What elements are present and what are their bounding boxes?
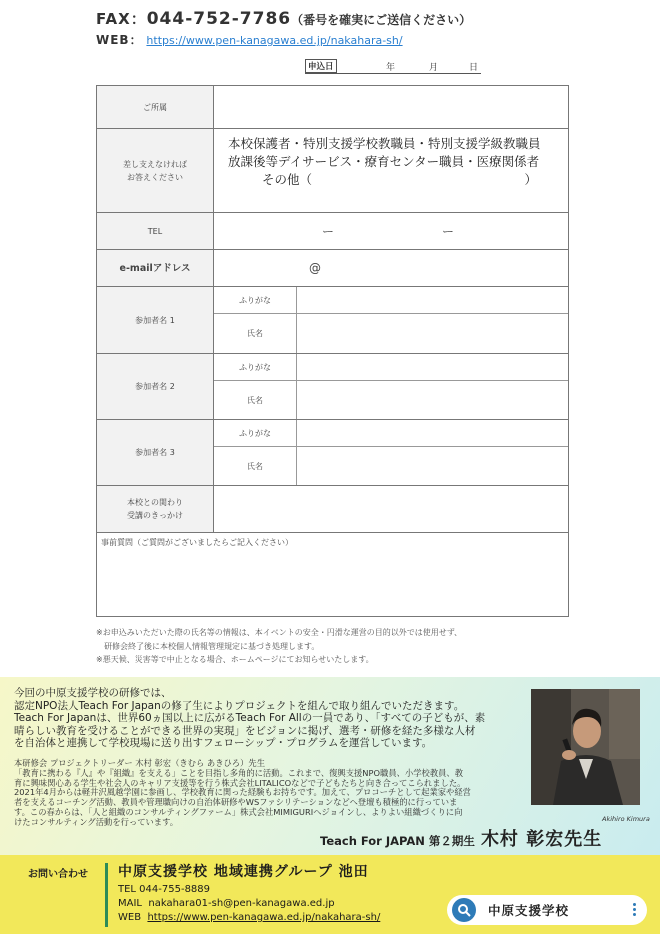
tel-field[interactable] <box>214 213 568 249</box>
speaker-signature <box>320 825 602 851</box>
search-box[interactable] <box>447 895 647 925</box>
participant-3-furigana-field[interactable] <box>214 420 568 447</box>
relation-label <box>97 486 214 532</box>
date-year-unit: 年 <box>386 63 396 73</box>
intro-line: 晴らしい教育を受けることができる世界の実現」をビジョンに掲げ、選考・研修を経た多様な人材 <box>14 724 476 737</box>
speaker-photo <box>531 689 640 805</box>
role-option-2[interactable]: 放課後等デイサービス・療育センター職員・医療関係者 <box>228 154 540 169</box>
intro-line: 今回の中原支援学校の研修では、 <box>14 687 172 699</box>
contact-footer <box>0 855 660 934</box>
name-label: 氏名 <box>214 447 297 485</box>
note-line: ※悪天候、災害等で中止となる場合、ホームページにてお知らせいたします。 <box>96 655 374 664</box>
fax-number: 044-752-7786 <box>146 9 292 29</box>
tel-separator-2: ー <box>442 224 455 239</box>
name-label: 氏名 <box>214 381 297 419</box>
tel-label: TEL <box>97 213 214 249</box>
intro-text <box>14 687 524 750</box>
contact-mail[interactable]: nakahara01-sh@pen-kanagawa.ed.jp <box>148 898 335 909</box>
role-row <box>97 129 568 213</box>
mail-label: MAIL <box>118 898 142 909</box>
contact-mail-line <box>118 898 335 909</box>
web-label: WEB： <box>96 33 143 47</box>
bio-line: 育に興味関心ある学生や社会人のキャリア支援等を行う株式会社LITALICOなどで子どもたちと向き合ってこられました。 <box>14 777 466 788</box>
web-line <box>96 31 471 48</box>
speaker-affiliation: Teach For JAPAN 第２期生 <box>320 834 475 848</box>
intro-line: Teach For Japanは、世界60ヵ国以上に広がるTeach For Allの一員であり、「すべての子どもが、素 <box>14 712 486 724</box>
email-row <box>97 250 568 287</box>
bio-line: 者を支えるコーチング活動、教員や管理職向けの自治体研修やWSファシリテーションなどへ登壇も積極的に行っていま <box>14 797 458 808</box>
note-line: 研修会終了後に本校個人情報管理規定に基づき処理します。 <box>96 641 320 651</box>
relation-field[interactable] <box>214 486 568 532</box>
tel-row <box>97 213 568 250</box>
contact-web-link[interactable]: https://www.pen-kanagawa.ed.jp/nakahara-sh/ <box>147 912 381 923</box>
role-label <box>97 129 214 212</box>
name-label: 氏名 <box>214 314 297 353</box>
participant-row-3 <box>97 420 568 486</box>
photo-caption: Akihiro Kimura <box>602 815 650 823</box>
participant-3-name-field[interactable] <box>214 447 568 485</box>
furigana-label: ふりがな <box>214 420 297 446</box>
bio-line: す。この春からは、「人と組織のコンサルティングファーム」株式会社MIMIGURIへジョインし、よりよい組織づくりに向 <box>14 806 463 817</box>
date-month-unit: 月 <box>429 63 439 73</box>
participant-1-label: 参加者名 1 <box>97 287 214 353</box>
participant-3-label: 参加者名 3 <box>97 420 214 485</box>
question-row[interactable] <box>97 533 568 616</box>
web-link[interactable]: https://www.pen-kanagawa.ed.jp/nakahara-sh/ <box>146 34 403 47</box>
participant-2-furigana-field[interactable] <box>214 354 568 381</box>
bio-text <box>14 759 529 828</box>
web-label: WEB <box>118 912 142 923</box>
application-form <box>96 85 569 617</box>
search-text: 中原支援学校 <box>488 903 570 918</box>
contact-web-line <box>118 912 380 923</box>
intro-line: 認定NPO法人Teach For Japanの修了生によりプロジェクトを組んで取り組んでいただきます。 <box>14 699 465 712</box>
intro-line: を自治体と連携して学校現場に送り出すフェローシップ・プログラムを運営しています。 <box>14 737 433 749</box>
affiliation-row <box>97 86 568 129</box>
bio-line: 本研修会 プロジェクトリーダー 木村 彰宏（きむら あきひろ）先生 <box>14 758 265 768</box>
note-line: ※お申込みいただいた際の氏名等の情報は、本イベントの安全・円滑な運営の目的以外では使用せず、 <box>96 628 463 637</box>
role-options[interactable] <box>214 129 568 212</box>
bio-line: 2021年4月からは軽井沢風越学園に参画し、学校教育に関った経験もお持ちです。加えて、プロコーチとして起業家や経営 <box>14 787 471 798</box>
fax-header <box>96 8 471 48</box>
email-field[interactable] <box>214 250 568 286</box>
furigana-label: ふりがな <box>214 287 297 313</box>
participant-1-furigana-field[interactable] <box>214 287 568 314</box>
intro-band <box>0 677 660 855</box>
participant-2-name-field[interactable] <box>214 381 568 419</box>
participant-row-2 <box>97 354 568 420</box>
role-label-line1: 差し支えなければ <box>123 159 187 169</box>
search-icon <box>452 898 476 922</box>
application-date-row[interactable] <box>305 58 481 74</box>
date-label: 申込日 <box>305 59 337 73</box>
relation-row <box>97 486 568 533</box>
relation-label-line2: 受講のきっかけ <box>127 511 183 520</box>
bio-line: けたコンサルティング活動を行っています。 <box>14 816 179 827</box>
question-label: 事前質問（ご質問がございましたらご記入ください） <box>101 538 293 547</box>
role-label-line2: お答えください <box>127 172 183 182</box>
tel-separator-1: ー <box>322 224 335 239</box>
furigana-label: ふりがな <box>214 354 297 380</box>
affiliation-field[interactable] <box>214 86 568 128</box>
role-option-1[interactable]: 本校保護者・特別支援学校教職員・特別支援学級教職員 <box>228 136 541 151</box>
footer-divider <box>105 863 108 927</box>
contact-tel: TEL 044-755-8889 <box>118 884 211 895</box>
fax-note: （番号を確実にご送信ください） <box>291 13 472 27</box>
participant-2-label: 参加者名 2 <box>97 354 214 419</box>
email-label: e-mailアドレス <box>97 250 214 286</box>
speaker-name: 木村 彰宏先生 <box>480 829 603 850</box>
contact-org: 中原支援学校 地域連携グループ 池田 <box>118 864 369 880</box>
date-day-unit: 日 <box>469 63 479 73</box>
more-options-icon[interactable] <box>633 903 637 918</box>
bio-line: 「教育に携わる『人』や『組織』を支える」ことを目指し多角的に活動。これまで、復興支援NPO職員、小学校教員、教 <box>14 767 464 778</box>
participant-1-name-field[interactable] <box>214 314 568 353</box>
inquiry-title: お問い合わせ <box>28 869 88 880</box>
fax-label: FAX： <box>96 10 147 28</box>
role-option-3[interactable]: その他（ ） <box>262 172 538 187</box>
affiliation-label: ご所属 <box>97 86 214 128</box>
participant-row-1 <box>97 287 568 354</box>
relation-label-line1: 本校との関わり <box>127 498 183 507</box>
email-at-sign: @ <box>309 261 321 275</box>
notes <box>96 626 462 667</box>
fax-line <box>96 8 471 29</box>
